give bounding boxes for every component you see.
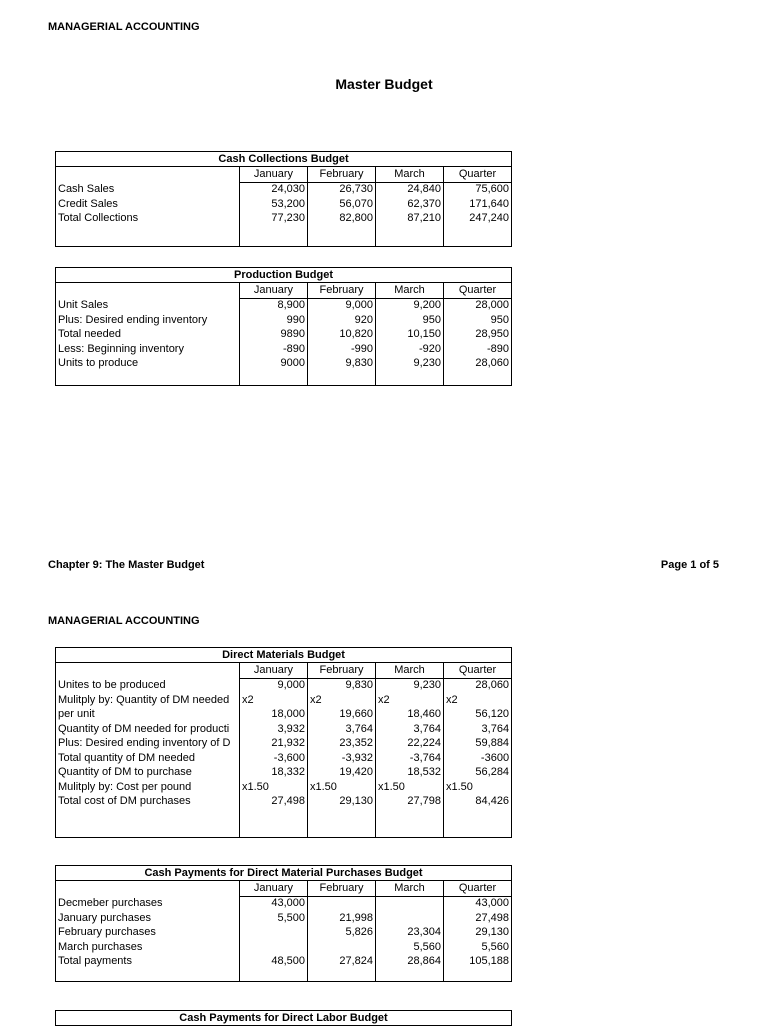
row-label: Decmeber purchases xyxy=(58,897,163,909)
table-row xyxy=(56,896,512,911)
table-padding-cell xyxy=(56,371,240,386)
cell-quarter: 28,000 xyxy=(444,298,512,313)
cell-quarter: x2 xyxy=(444,693,512,708)
cell-january: 43,000 xyxy=(240,896,308,911)
cell-march: 18,460 xyxy=(376,708,444,723)
table-row xyxy=(56,298,512,313)
table-padding-cell xyxy=(444,809,512,838)
page-header: MANAGERIAL ACCOUNTING xyxy=(48,615,200,627)
cell-quarter: 28,950 xyxy=(444,328,512,343)
table-padding-cell xyxy=(376,969,444,982)
table-row xyxy=(56,693,512,708)
table-row xyxy=(56,751,512,766)
cell-february: -3,932 xyxy=(308,751,376,766)
page-header: MANAGERIAL ACCOUNTING xyxy=(48,21,200,33)
row-label: Mulitply by: Quantity of DM needed xyxy=(58,693,230,706)
cell-quarter: 56,120 xyxy=(444,708,512,723)
cell-january xyxy=(240,926,308,941)
row-label: Total quantity of DM needed xyxy=(58,751,195,764)
cell-february: 29,130 xyxy=(308,795,376,810)
row-label: Unit Sales xyxy=(58,299,109,311)
cell-march: 10,150 xyxy=(376,328,444,343)
table-padding-cell xyxy=(376,226,444,247)
column-header-february: February xyxy=(308,283,376,299)
table-title: Cash Payments for Direct Material Purchases Budget xyxy=(56,866,512,881)
cell-march: 3,764 xyxy=(376,722,444,737)
cell-january: 21,932 xyxy=(240,737,308,752)
cell-january: 48,500 xyxy=(240,955,308,970)
cell-january: 9890 xyxy=(240,328,308,343)
cell-march: -3,764 xyxy=(376,751,444,766)
page-title: Master Budget xyxy=(335,76,433,92)
cell-quarter: 43,000 xyxy=(444,896,512,911)
cell-february: x1.50 xyxy=(308,780,376,795)
column-header-january: January xyxy=(240,881,308,897)
row-label: Credit Sales xyxy=(58,197,118,210)
cell-march: 27,798 xyxy=(376,795,444,810)
cell-quarter: 59,884 xyxy=(444,737,512,752)
table-row xyxy=(56,357,512,372)
cell-january: 18,332 xyxy=(240,766,308,781)
cell-march: 18,532 xyxy=(376,766,444,781)
cell-february: 19,420 xyxy=(308,766,376,781)
cell-march: 23,304 xyxy=(376,926,444,941)
row-label: Less: Beginning inventory xyxy=(58,342,184,355)
cash-collections-table xyxy=(55,151,512,247)
table-row xyxy=(56,955,512,970)
row-label: February purchases xyxy=(58,926,156,939)
cell-march: 87,210 xyxy=(376,212,444,227)
table-row xyxy=(56,212,512,227)
row-label: Total payments xyxy=(58,955,132,968)
table-row xyxy=(56,182,512,197)
cell-february: 10,820 xyxy=(308,328,376,343)
column-header-february: February xyxy=(308,167,376,183)
cell-march: x1.50 xyxy=(376,780,444,795)
direct-materials-table xyxy=(55,647,512,838)
table-row xyxy=(56,911,512,926)
table-padding-cell xyxy=(308,809,376,838)
header-spacer xyxy=(56,663,240,679)
cell-march: 950 xyxy=(376,313,444,328)
cell-january xyxy=(240,940,308,955)
table-padding-cell xyxy=(308,969,376,982)
header-spacer xyxy=(56,283,240,299)
row-label: Unites to be produced xyxy=(58,679,166,691)
cell-february: 5,826 xyxy=(308,926,376,941)
table-row xyxy=(56,197,512,212)
cell-february: 82,800 xyxy=(308,212,376,227)
table-padding-cell xyxy=(308,371,376,386)
cell-february: 9,830 xyxy=(308,357,376,372)
column-header-january: January xyxy=(240,283,308,299)
cell-march: x2 xyxy=(376,693,444,708)
table-row xyxy=(56,737,512,752)
table-padding-cell xyxy=(56,969,240,982)
cell-quarter: 28,060 xyxy=(444,357,512,372)
header-spacer xyxy=(56,881,240,897)
cell-march: 5,560 xyxy=(376,940,444,955)
row-label: Quantity of DM needed for producti xyxy=(58,722,230,735)
cell-january: x2 xyxy=(240,693,308,708)
table-padding-cell xyxy=(308,226,376,247)
column-header-quarter: Quarter xyxy=(444,167,512,183)
column-header-february: February xyxy=(308,881,376,897)
table-row xyxy=(56,342,512,357)
dm-payments-table xyxy=(55,865,512,982)
table-padding-cell xyxy=(444,371,512,386)
table-title: Cash Collections Budget xyxy=(56,152,512,167)
row-label: Total needed xyxy=(58,328,121,341)
row-label: Mulitply by: Cost per pound xyxy=(58,780,192,793)
cell-january: 77,230 xyxy=(240,212,308,227)
cell-january: 27,498 xyxy=(240,795,308,810)
cell-february: -990 xyxy=(308,342,376,357)
column-header-quarter: Quarter xyxy=(444,283,512,299)
table-row xyxy=(56,328,512,343)
header-spacer xyxy=(56,167,240,183)
column-header-quarter: Quarter xyxy=(444,881,512,897)
cell-quarter: 171,640 xyxy=(444,197,512,212)
cell-january: x1.50 xyxy=(240,780,308,795)
cell-january: 9,000 xyxy=(240,678,308,693)
column-header-march: March xyxy=(376,283,444,299)
cell-january: 9000 xyxy=(240,357,308,372)
cell-january: 18,000 xyxy=(240,708,308,723)
cell-january: 3,932 xyxy=(240,722,308,737)
table-row xyxy=(56,780,512,795)
row-label: Quantity of DM to purchase xyxy=(58,766,192,779)
cell-quarter: 950 xyxy=(444,313,512,328)
production-table xyxy=(55,267,512,386)
row-label: Total cost of DM purchases xyxy=(58,795,191,808)
table-row xyxy=(56,795,512,810)
cell-quarter: 28,060 xyxy=(444,678,512,693)
cell-quarter: 29,130 xyxy=(444,926,512,941)
cell-march: 62,370 xyxy=(376,197,444,212)
table-row xyxy=(56,678,512,693)
table-padding-cell xyxy=(240,371,308,386)
column-header-quarter: Quarter xyxy=(444,663,512,679)
cell-quarter: -890 xyxy=(444,342,512,357)
cell-february: 26,730 xyxy=(308,182,376,197)
cell-march xyxy=(376,896,444,911)
cell-march: 28,864 xyxy=(376,955,444,970)
cell-february: 23,352 xyxy=(308,737,376,752)
cell-quarter: 84,426 xyxy=(444,795,512,810)
row-label: January purchases xyxy=(58,911,151,924)
table-padding-cell xyxy=(376,371,444,386)
table-row xyxy=(56,766,512,781)
table-title: Cash Payments for Direct Labor Budget xyxy=(56,1011,512,1026)
table-row xyxy=(56,926,512,941)
row-label: March purchases xyxy=(58,940,143,953)
cell-quarter: 75,600 xyxy=(444,182,512,197)
row-label: Total Collections xyxy=(58,212,139,225)
cell-february: 27,824 xyxy=(308,955,376,970)
column-header-march: March xyxy=(376,881,444,897)
cell-february: 920 xyxy=(308,313,376,328)
cell-february: 3,764 xyxy=(308,722,376,737)
cell-january: 8,900 xyxy=(240,298,308,313)
cell-march: 9,230 xyxy=(376,357,444,372)
table-row xyxy=(56,940,512,955)
cell-march: -920 xyxy=(376,342,444,357)
table-row xyxy=(56,313,512,328)
cell-march: 9,230 xyxy=(376,678,444,693)
table-padding-cell xyxy=(56,226,240,247)
cell-february xyxy=(308,940,376,955)
cell-february: 19,660 xyxy=(308,708,376,723)
table-padding-cell xyxy=(444,226,512,247)
cell-february: 9,000 xyxy=(308,298,376,313)
cell-march: 9,200 xyxy=(376,298,444,313)
column-header-january: January xyxy=(240,663,308,679)
cell-february: 56,070 xyxy=(308,197,376,212)
table-padding-cell xyxy=(444,969,512,982)
row-label: per unit xyxy=(58,708,95,721)
table-row xyxy=(56,722,512,737)
cell-march: 22,224 xyxy=(376,737,444,752)
row-label: Plus: Desired ending inventory of D xyxy=(58,737,231,750)
column-header-march: March xyxy=(376,663,444,679)
cell-february xyxy=(308,896,376,911)
table-padding-cell xyxy=(240,226,308,247)
cell-quarter: 3,764 xyxy=(444,722,512,737)
column-header-march: March xyxy=(376,167,444,183)
cell-march: 24,840 xyxy=(376,182,444,197)
table-padding-cell xyxy=(56,809,240,838)
table-padding-cell xyxy=(376,809,444,838)
table-padding-cell xyxy=(240,809,308,838)
cell-january: 24,030 xyxy=(240,182,308,197)
cell-january: -890 xyxy=(240,342,308,357)
cell-quarter: 27,498 xyxy=(444,911,512,926)
cell-january: 990 xyxy=(240,313,308,328)
column-header-january: January xyxy=(240,167,308,183)
cell-march xyxy=(376,911,444,926)
table-title: Production Budget xyxy=(56,268,512,283)
table-row xyxy=(56,708,512,723)
cell-quarter: 247,240 xyxy=(444,212,512,227)
row-label: Cash Sales xyxy=(58,183,115,195)
column-header-february: February xyxy=(308,663,376,679)
page-footer-chapter: Chapter 9: The Master Budget xyxy=(48,559,205,571)
cell-quarter: 105,188 xyxy=(444,955,512,970)
row-label: Units to produce xyxy=(58,357,139,370)
cell-quarter: -3600 xyxy=(444,751,512,766)
cell-january: -3,600 xyxy=(240,751,308,766)
cell-february: 9,830 xyxy=(308,678,376,693)
cell-january: 53,200 xyxy=(240,197,308,212)
page-footer-number: Page 1 of 5 xyxy=(660,559,719,571)
table-padding-cell xyxy=(240,969,308,982)
cell-february: 21,998 xyxy=(308,911,376,926)
cell-quarter: 56,284 xyxy=(444,766,512,781)
cell-january: 5,500 xyxy=(240,911,308,926)
cell-february: x2 xyxy=(308,693,376,708)
cell-quarter: 5,560 xyxy=(444,940,512,955)
table-title: Direct Materials Budget xyxy=(56,648,512,663)
cell-quarter: x1.50 xyxy=(444,780,512,795)
row-label: Plus: Desired ending inventory xyxy=(58,313,208,326)
